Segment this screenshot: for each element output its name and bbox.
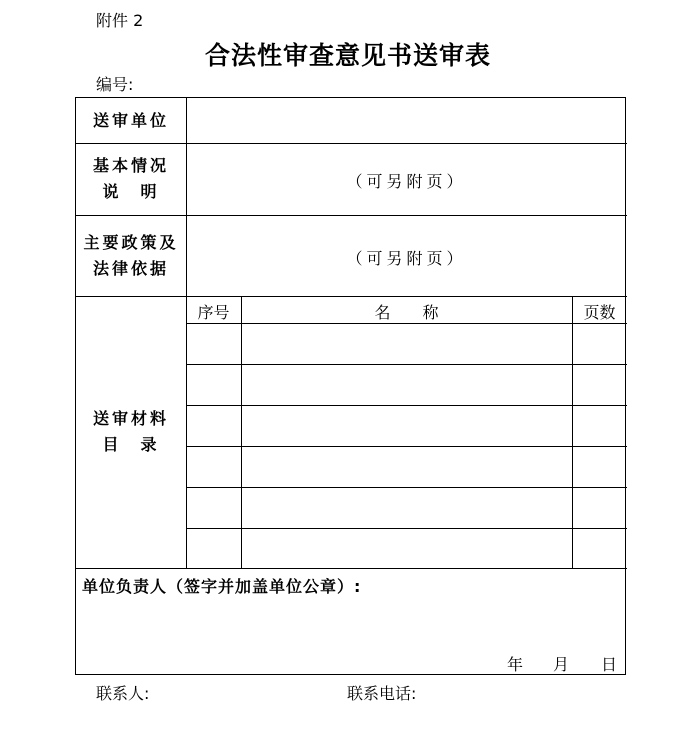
policy-label-line1: 主要政策及 bbox=[83, 233, 179, 252]
row-divider bbox=[186, 405, 627, 406]
col-header-serial: 序号 bbox=[197, 303, 230, 322]
col-header-name: 名 称 bbox=[374, 303, 439, 322]
contact-label: 联系人: bbox=[96, 684, 150, 703]
number-label: 编号: bbox=[96, 75, 134, 94]
attachment-label: 附件 2 bbox=[96, 11, 144, 30]
materials-label-line1: 送审材料 bbox=[92, 409, 169, 428]
submitting-unit-field[interactable] bbox=[187, 99, 626, 142]
policy-note: （可另附页） bbox=[346, 249, 467, 268]
row-divider bbox=[186, 323, 627, 324]
review-form-table bbox=[75, 97, 626, 675]
row-divider bbox=[76, 215, 627, 216]
date-year: 年 bbox=[507, 655, 524, 674]
row-divider bbox=[76, 143, 627, 144]
basic-info-label-line1: 基本情况 bbox=[92, 156, 169, 175]
materials-label-line2: 目 录 bbox=[102, 435, 160, 454]
row-divider bbox=[186, 364, 627, 365]
policy-label-line2: 法律依据 bbox=[92, 259, 169, 278]
responsible-label: 单位负责人（签字并加盖单位公章）: bbox=[82, 577, 362, 596]
col-divider bbox=[572, 296, 573, 568]
row-divider bbox=[186, 528, 627, 529]
row-divider bbox=[186, 446, 627, 447]
form-title: 合法性审查意见书送审表 bbox=[204, 41, 491, 70]
row-divider bbox=[186, 487, 627, 488]
date-month: 月 bbox=[553, 655, 570, 674]
col-divider bbox=[241, 296, 242, 568]
date-day: 日 bbox=[601, 655, 618, 674]
row-divider bbox=[76, 296, 627, 297]
phone-label: 联系电话: bbox=[347, 684, 417, 703]
submitting-unit-label: 送审单位 bbox=[92, 111, 169, 130]
basic-info-label-line2: 说 明 bbox=[102, 182, 160, 201]
col-header-pages: 页数 bbox=[583, 303, 616, 322]
row-divider bbox=[76, 568, 627, 569]
basic-info-note: （可另附页） bbox=[346, 172, 467, 191]
